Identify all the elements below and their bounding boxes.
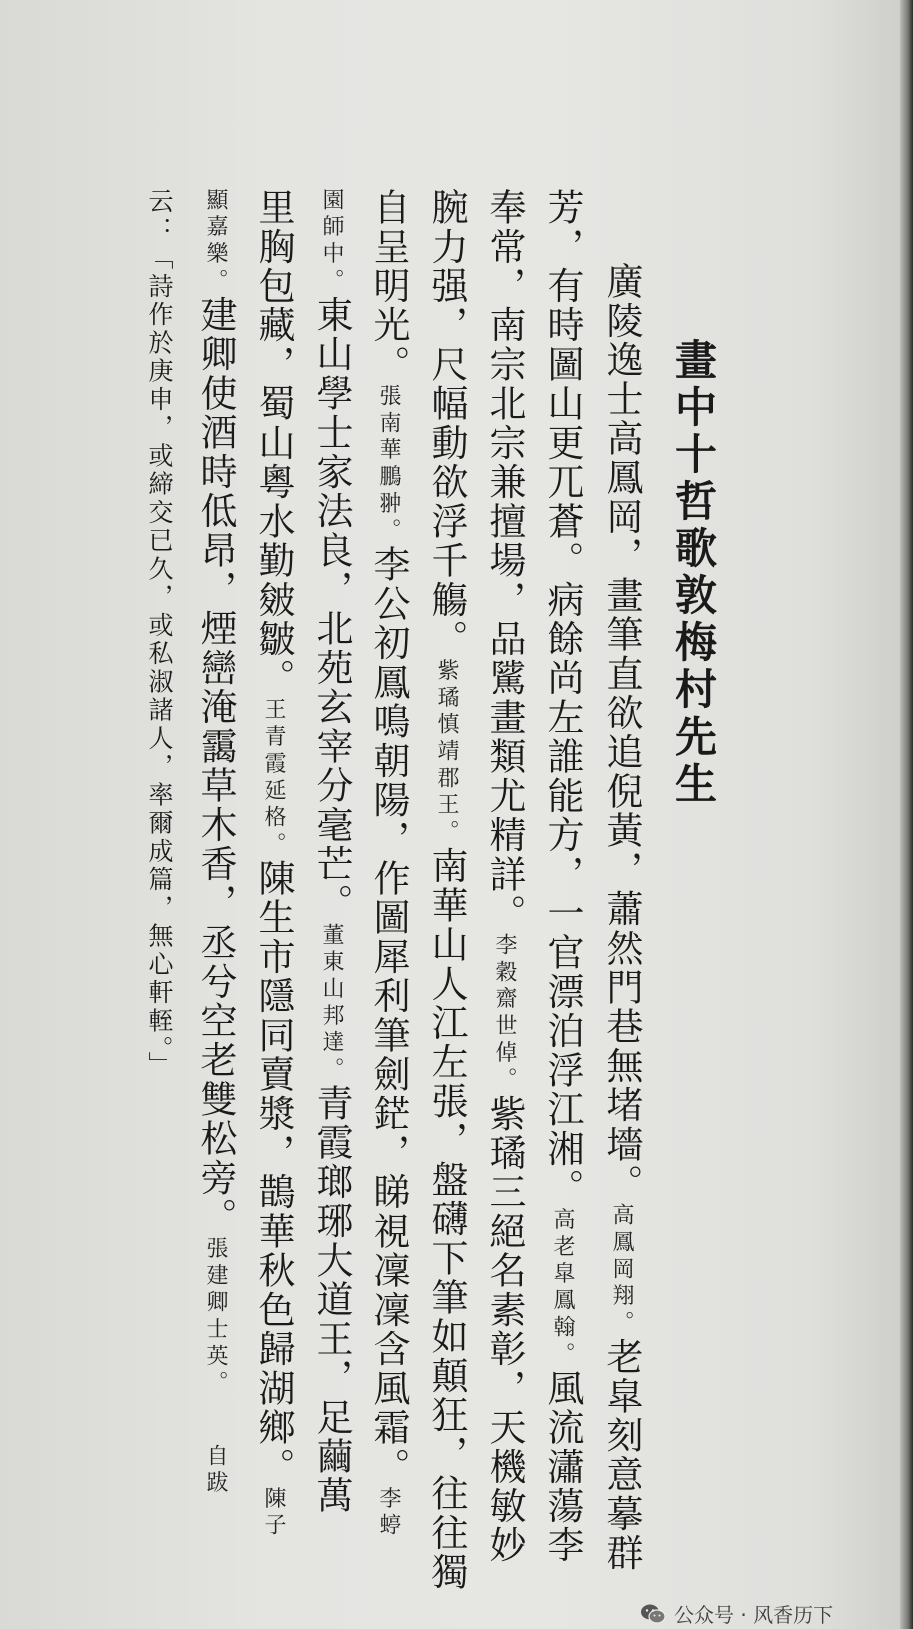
- page-edge: [900, 0, 913, 1629]
- annotation: 李穀齋世倬。: [492, 933, 517, 1095]
- poem-line-7: [252, 188, 295, 1541]
- poem-line-2: [541, 188, 584, 1565]
- verse-text: 陳生市隱同賣漿，鵲華秋色歸湖鄉。: [252, 858, 295, 1487]
- annotation: 王青霞延格。: [261, 697, 286, 859]
- annotation: 李蝏: [376, 1486, 401, 1541]
- verse-text: 芳，有時圖山更兀蒼。病餘尚左誰能方，一官漂泊浮江湘。: [541, 188, 584, 1208]
- annotation: 高老皐鳳翰。: [550, 1207, 575, 1369]
- verse-text: 李公初鳳鳴朝陽，作圖犀利筆劍鋩，睇視凜凜含風霜。: [367, 545, 410, 1487]
- verse-text: 腕力强，尺幅動欲浮千觴。: [425, 188, 468, 659]
- annotation: 董東山邦達。: [319, 922, 344, 1084]
- poem-line-3: [483, 188, 526, 1565]
- verse-text: 自呈明光。: [367, 188, 410, 385]
- verse-text: 建卿使酒時低昂，煙巒淹靄草木香，丞兮空老雙松旁。: [194, 295, 237, 1237]
- annotation: 紫璚慎靖郡王。: [434, 658, 459, 847]
- verse-text: 老皐刻意摹群: [600, 1337, 643, 1573]
- verse-text: 風流瀟蕩李: [541, 1368, 584, 1565]
- watermark: [640, 1599, 833, 1628]
- verse-text: 奉常，南宗北宗兼擅場，品騭畫類尤精詳。: [483, 188, 526, 934]
- verse-text: 廣陵逸士高鳳岡，畫筆直欲追倪黃，蕭然門巷無堵墻。: [600, 262, 643, 1204]
- verse-text: 里胸包藏，蜀山粵水勤皴皺。: [252, 188, 295, 698]
- annotation: 張建卿士英。: [203, 1236, 228, 1398]
- annotation: 顯嘉樂。: [203, 188, 228, 296]
- poem-line-1: [600, 262, 643, 1573]
- watermark-text: 公众号 · 风香历下: [674, 1603, 834, 1627]
- verse-text: 青霞瑯琊大道王，足繭萬: [310, 1083, 353, 1516]
- poem-line-8: [194, 188, 237, 1498]
- annotation: 園師中。: [319, 188, 344, 296]
- verse-text: 紫璚三絕名素彰，天機敏妙: [483, 1094, 526, 1565]
- annotation: 自跋: [203, 1443, 228, 1498]
- poem-line-4: [425, 188, 468, 1592]
- annotation: 張南華鵬翀。: [376, 384, 401, 546]
- verse-text: 南華山人江左張，盤礴下筆如顛狂，往往獨: [425, 846, 468, 1592]
- postscript: 云：「詩作於庚申，或締交已久，或私淑諸人，率爾成篇，無心軒輊。」: [145, 188, 174, 1080]
- wechat-icon: [640, 1603, 666, 1625]
- poem-title: 畫中十哲歌敦梅村先生: [669, 338, 718, 809]
- poem-line-6: [310, 188, 353, 1516]
- annotation: 高鳳岡翔。: [609, 1203, 634, 1338]
- poem-line-5: [367, 188, 410, 1541]
- verse-text: 東山學士家法良，北苑玄宰分毫芒。: [310, 295, 353, 923]
- annotation: 陳子: [261, 1486, 286, 1541]
